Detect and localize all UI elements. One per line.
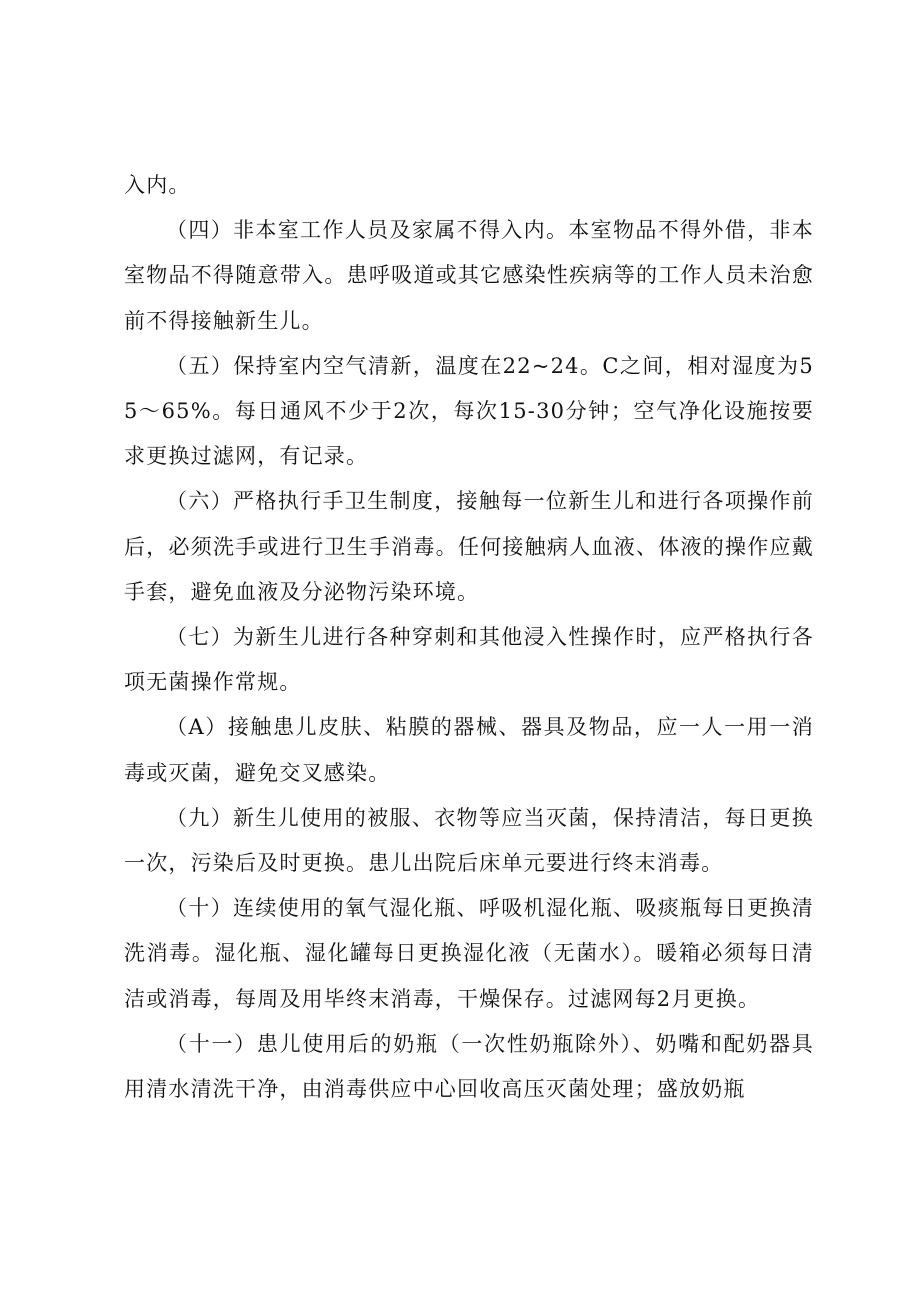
- paragraph-item-7: （七）为新生儿进行各种穿刺和其他浸入性操作时，应严格执行各项无菌操作常规。: [124, 625, 814, 695]
- paragraph-item-8: （A）接触患儿皮肤、粘膜的器械、器具及物品，应一人一用一消毒或灭菌，避免交叉感染。: [124, 715, 814, 785]
- paragraph-item-4: （四）非本室工作人员及家属不得入内。本室物品不得外借，非本室物品不得随意带入。患呼吸道或其它感染性疾病等的工作人员未治愈前不得接触新生儿。: [124, 218, 814, 333]
- paragraph-item-9: （九）新生儿使用的被服、衣物等应当灭菌，保持清洁，每日更换一次，污染后及时更换。患儿出院后床单元要进行终末消毒。: [124, 805, 814, 876]
- paragraph-item-5: （五）保持室内空气清新，温度在22~24。C之间，相对湿度为55～65%。每日通风不少于2次，每次15-30分钟；空气净化设施按要求更换过滤网，有记录。: [124, 353, 814, 469]
- paragraph-continuation: 入内。: [124, 173, 191, 197]
- paragraph-item-6: （六）严格执行手卫生制度，接触每一位新生儿和进行各项操作前后，必须洗手或进行卫生手消毒。任何接触病人血液、体液的操作应戴手套，避免血液及分泌物污染环境。: [124, 489, 814, 604]
- paragraph-item-11: （十一）患儿使用后的奶瓶（一次性奶瓶除外）、奶嘴和配奶器具用清水清洗干净，由消毒供应中心回收高压灭菌处理；盛放奶瓶: [124, 1031, 814, 1102]
- document-body: [124, 163, 814, 1112]
- paragraph-item-10: （十）连续使用的氧气湿化瓶、呼吸机湿化瓶、吸痰瓶每日更换清洗消毒。湿化瓶、湿化罐每日更换湿化液（无菌水）。暖箱必须每日清洁或消毒，每周及用毕终末消毒，干燥保存。过滤网每2月更换。: [124, 896, 814, 1011]
